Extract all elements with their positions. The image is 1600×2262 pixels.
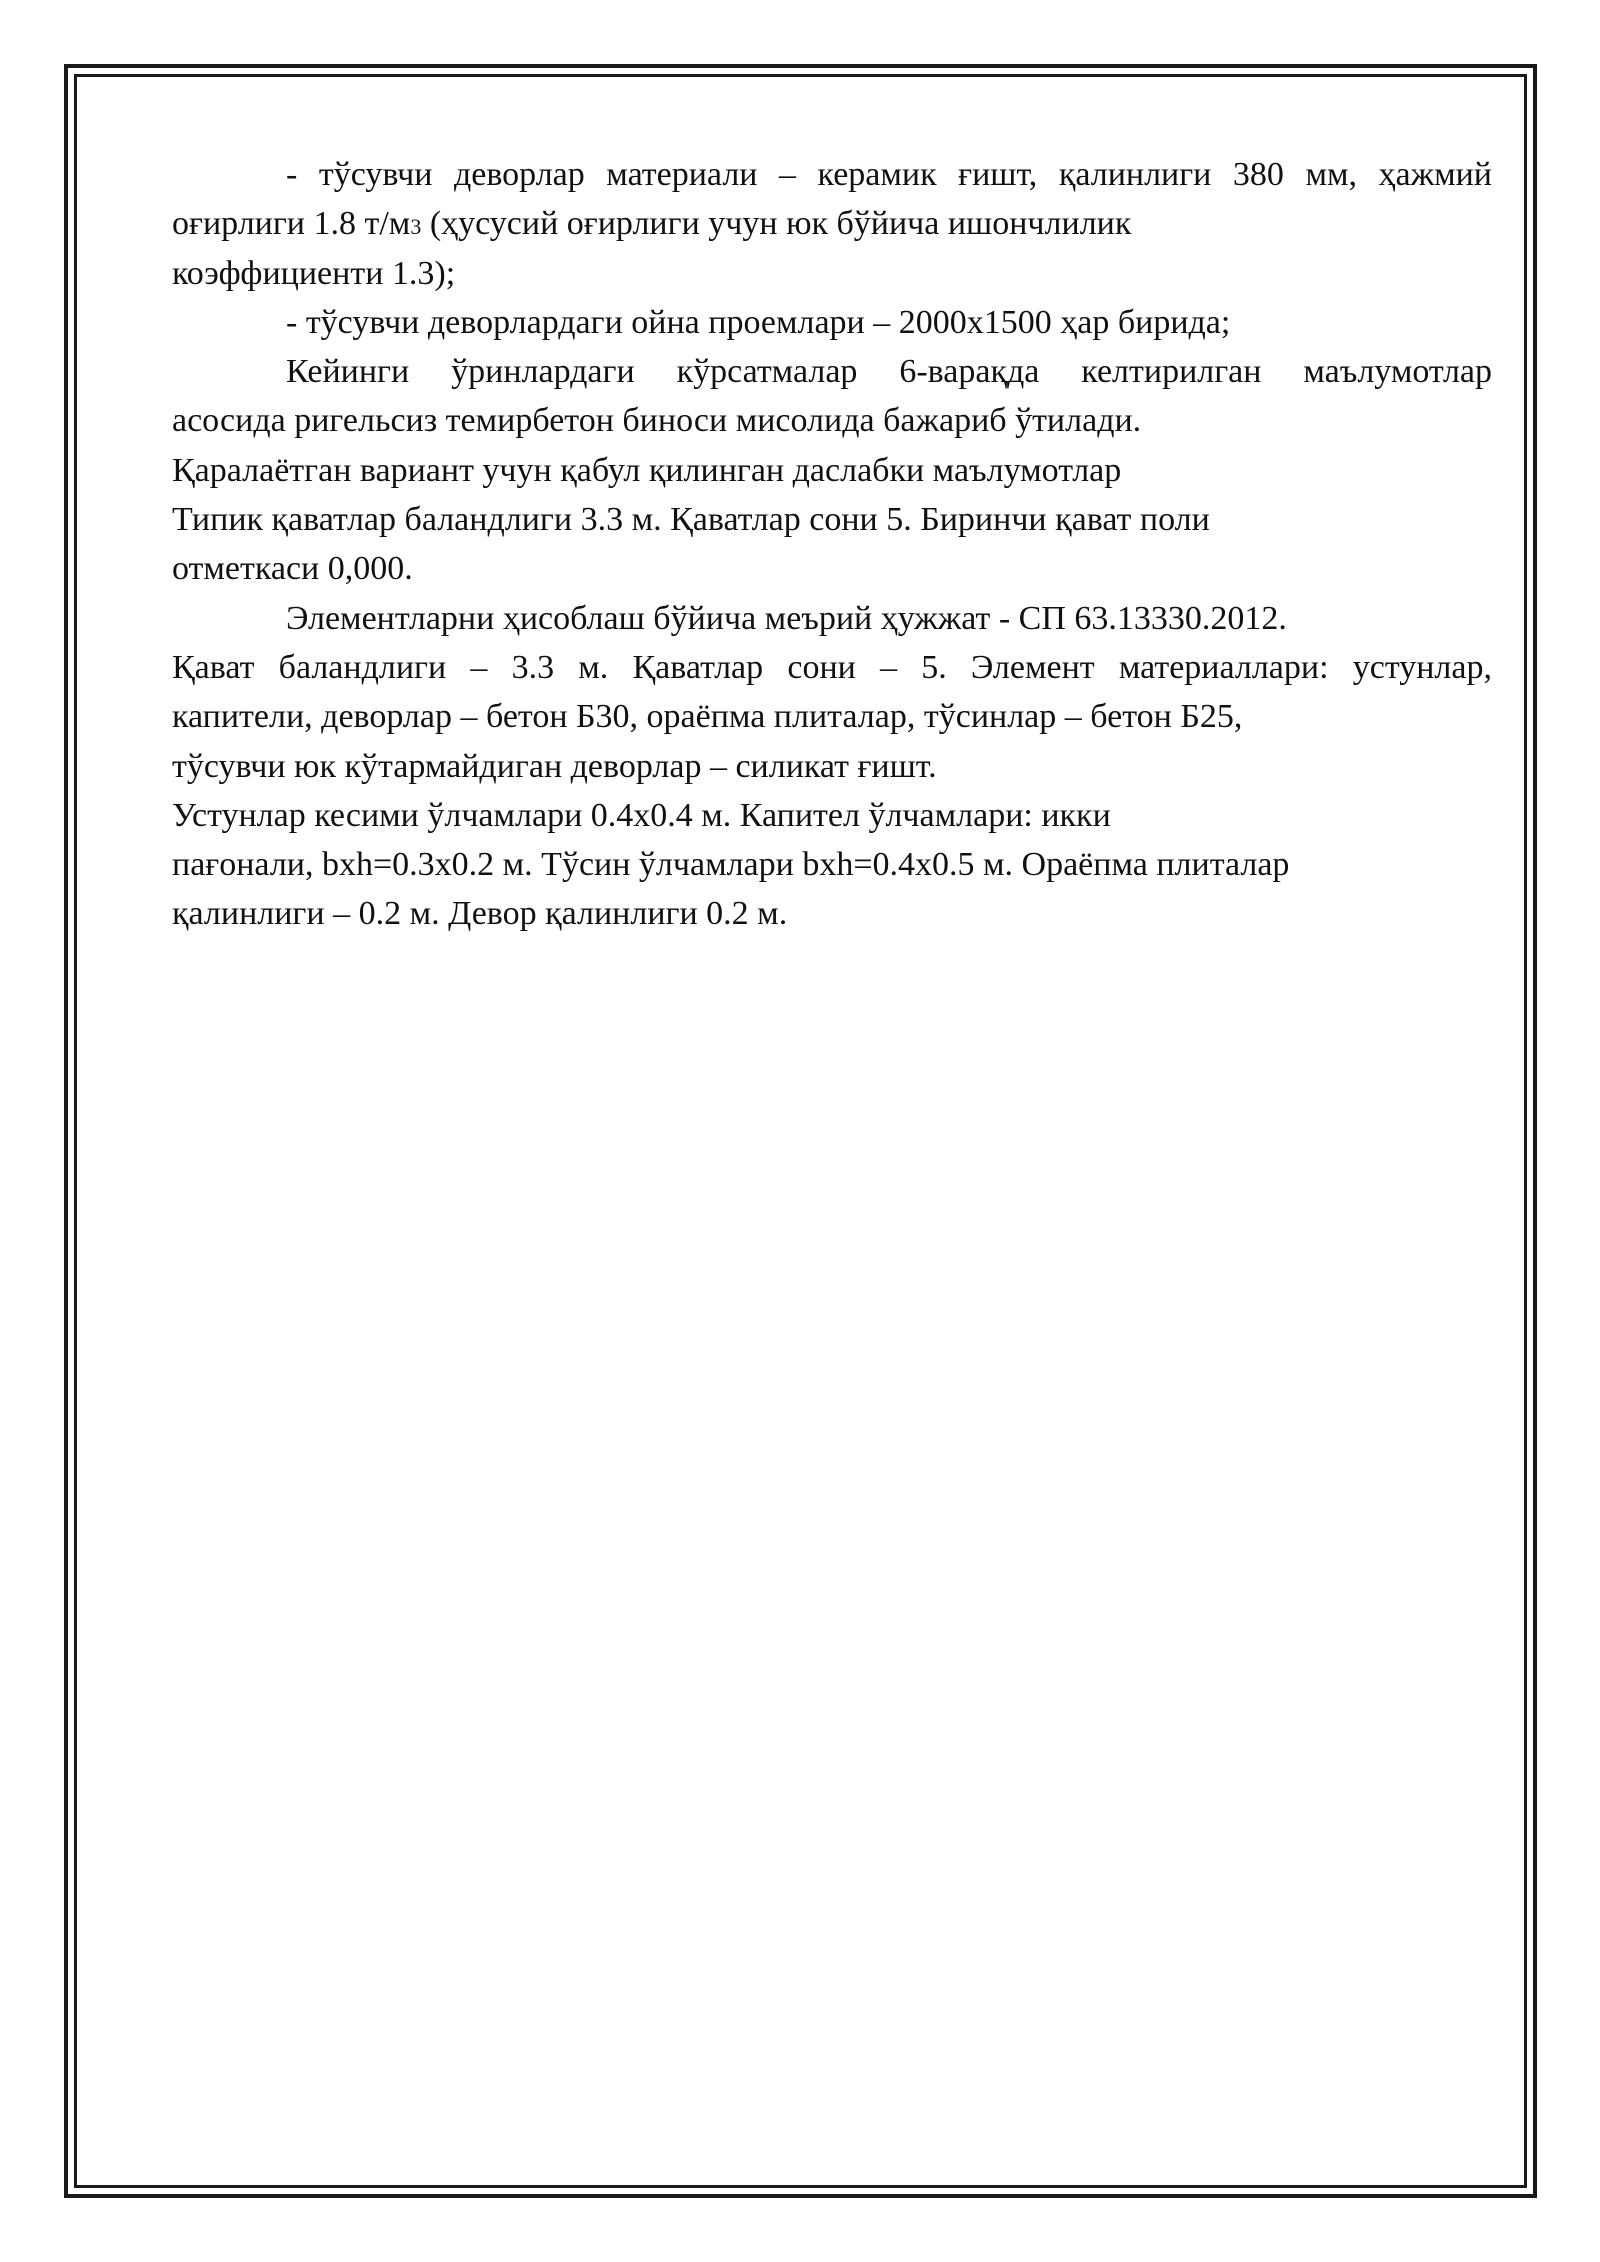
text-line: Қават баландлиги – 3.3 м. Қаватлар сони – 5. Элемент материаллари: устунлар, [172, 648, 1492, 686]
text-line: қалинлиги – 0.2 м. Девор қалинлиги 0.2 м. [172, 895, 788, 933]
text-line: Типик қаватлар баландлиги 3.3 м. Қаватлар сони 5. Биринчи қават поли [172, 501, 1210, 539]
text-line: асосида ригельсиз темирбетон биноси мисолида бажариб ўтилади. [172, 402, 1142, 440]
text-line: коэффициенти 1.3); [172, 254, 456, 292]
text-line [172, 199, 1492, 248]
text-line: - тўсувчи деворлардаги ойна проемлари – 2000х1500 ҳар бирида; [286, 303, 1231, 341]
text-line: капители, деворлар – бетон Б30, ораёпма плиталар, тўсинлар – бетон Б25, [172, 698, 1243, 736]
text-line: Кейинги ўринлардаги кўрсатмалар 6-варақда келтирилган маълумотлар [286, 353, 1492, 391]
text-line: тўсувчи юк кўтармайдиган деворлар – силикат ғишт. [172, 747, 937, 785]
text-line: отметкаси 0,000. [172, 550, 413, 588]
unit-exponent: 3 [410, 214, 422, 240]
text-line: - тўсувчи деворлар материали – керамик ғишт, қалинлиги 380 мм, ҳажмий [286, 156, 1492, 193]
text-line: Қаралаётган вариант учун қабул қилинган даслабки маълумотлар [172, 451, 1122, 489]
text-line: пағонали, bxh=0.3х0.2 м. Тўсин ўлчамлари bxh=0.4х0.5 м. Ораёпма плиталар [172, 846, 1290, 884]
text-segment: оғирлиги 1.8 т/м [172, 205, 411, 243]
document-body [172, 150, 1492, 939]
text-line: Элементларни ҳисоблаш бўйича меърий ҳужжат - СП 63.13330.2012. [286, 599, 1287, 637]
text-line: Устунлар кесими ўлчамлари 0.4х0.4 м. Капител ўлчамлари: икки [172, 796, 1111, 834]
text-segment: (ҳусусий оғирлиги учун юк бўйича ишончлилик [421, 205, 1132, 243]
